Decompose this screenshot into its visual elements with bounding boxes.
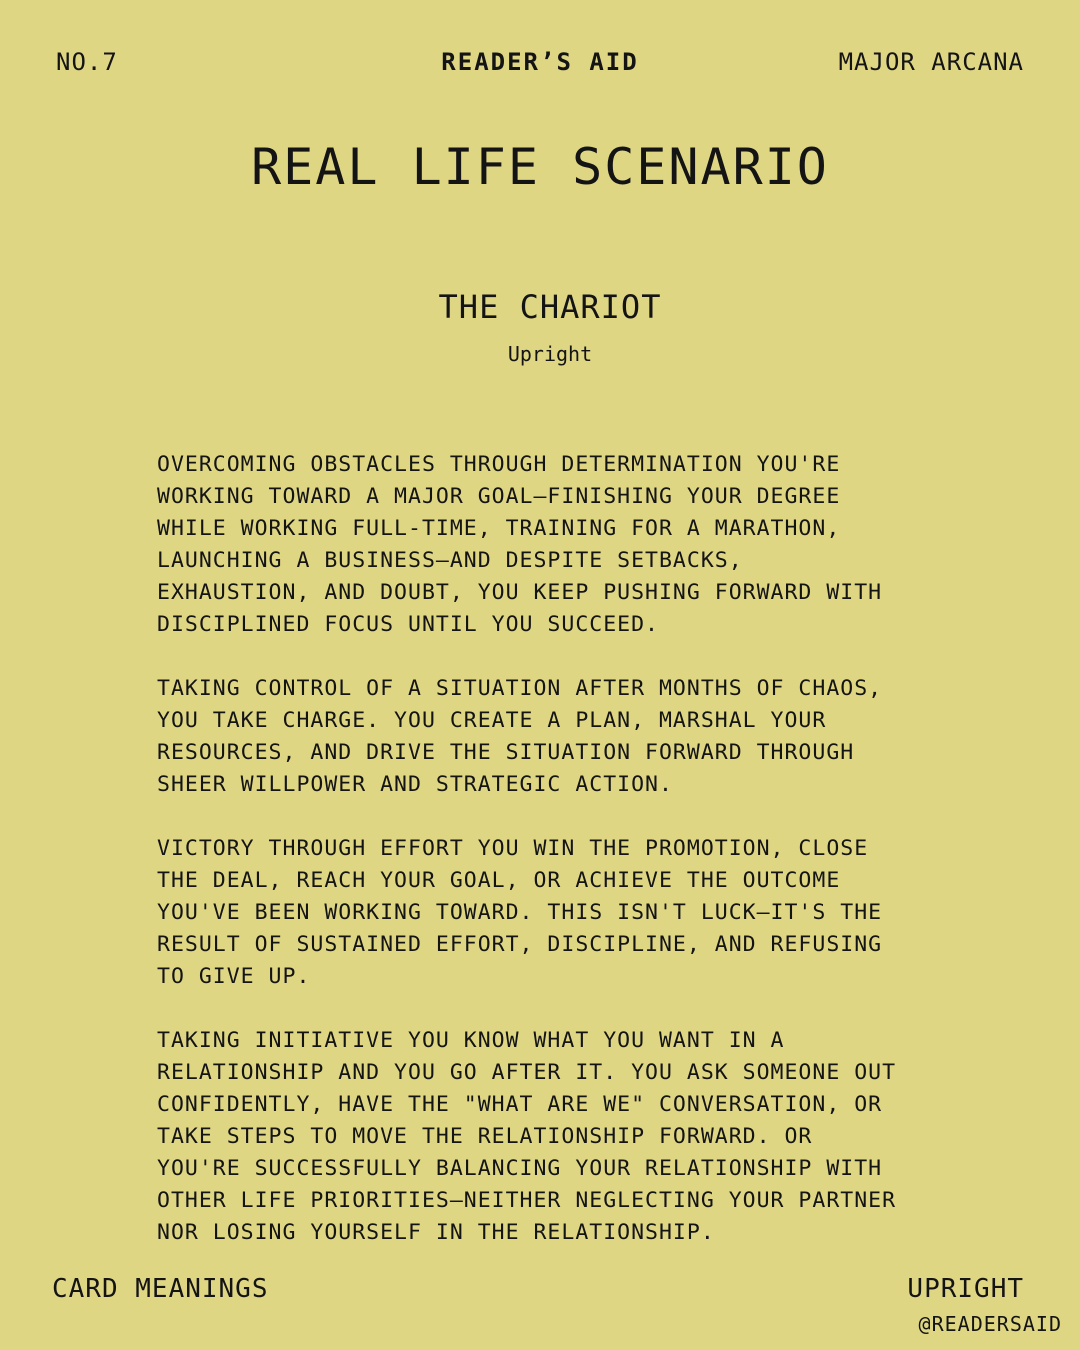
scenario-paragraph-victory: VICTORY THROUGH EFFORT YOU WIN THE PROMOTION, CLOSE THE DEAL, REACH YOUR GOAL, OR ACHIEVE THE OUTCOME YOU'VE BEEN WORKING TOWARD. THIS ISN'T LUCK—IT'S THE RESULT OF SUSTAINED EFFORT, DISCIPLINE, AND REFUSING TO GIVE UP. [157, 836, 883, 989]
card-number: NO.7 [56, 48, 118, 76]
scenario-paragraph-initiative: TAKING INITIATIVE YOU KNOW WHAT YOU WANT IN A RELATIONSHIP AND YOU GO AFTER IT. YOU ASK SOMEONE OUT CONFIDENTLY, HAVE THE "WHAT ARE WE" CONVERSATION, OR TAKE STEPS TO MOVE THE RELATIONSHIP FORWARD. OR YOU'RE SUCCESSFULLY BALANCING YOUR RELATIONSHIP WITH OTHER LIFE PRIORITIES—NEITHER NEGLECTING YOUR PARTNER NOR LOSING YOURSELF IN THE RELATIONSHIP. [157, 1028, 897, 1245]
scenario-text [157, 449, 947, 1281]
scenario-paragraph-control: TAKING CONTROL OF A SITUATION AFTER MONTHS OF CHAOS, YOU TAKE CHARGE. YOU CREATE A PLAN, MARSHAL YOUR RESOURCES, AND DRIVE THE SITUATION FORWARD THROUGH SHEER WILLPOWER AND STRATEGIC ACTION. [157, 676, 883, 797]
footer-section-label: CARD MEANINGS [52, 1274, 269, 1304]
card-name: THE CHARIOT [438, 288, 662, 326]
page-title: REAL LIFE SCENARIO [251, 138, 829, 196]
card-orientation: Upright [507, 342, 593, 366]
footer-orientation-label: UPRIGHT [907, 1274, 1024, 1304]
brand-name: READER’S AID [441, 48, 639, 76]
scenario-paragraph-determination: OVERCOMING OBSTACLES THROUGH DETERMINATION YOU'RE WORKING TOWARD A MAJOR GOAL—FINISHING YOUR DEGREE WHILE WORKING FULL-TIME, TRAINING FOR A MARATHON, LAUNCHING A BUSINESS—AND DESPITE SETBACKS, EXHAUSTION, AND DOUBT, YOU KEEP PUSHING FORWARD WITH DISCIPLINED FOCUS UNTIL YOU SUCCEED. [157, 452, 883, 637]
social-handle: @READERSAID [918, 1312, 1062, 1336]
arcana-category: MAJOR ARCANA [838, 48, 1024, 76]
